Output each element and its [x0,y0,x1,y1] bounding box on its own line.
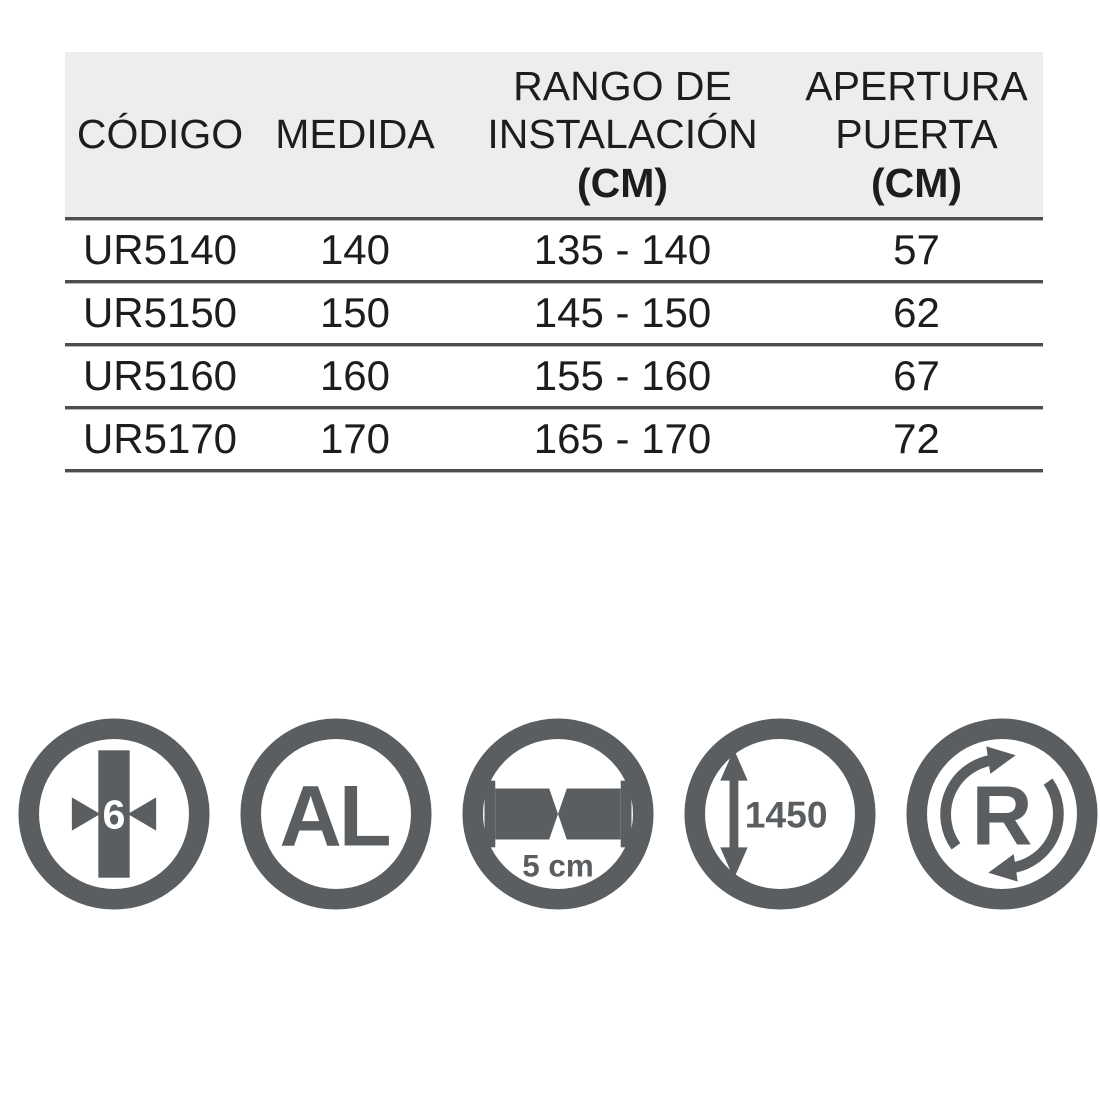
cell-rango: 165 - 170 [455,409,790,472]
cell-codigo: UR5140 [65,220,255,283]
cell-codigo: UR5170 [65,409,255,472]
column-header-label: MEDIDA [275,111,435,158]
reversible-icon [904,716,1100,912]
header-row [65,52,1043,220]
cell-codigo: UR5160 [65,346,255,409]
cell-medida: 140 [255,220,455,283]
cell-apertura: 67 [790,346,1043,409]
feature-icons-row [16,716,1100,912]
cell-codigo: UR5150 [65,283,255,346]
svg-text:AL: AL [279,768,389,865]
table-row [65,220,1043,283]
adjustment-range-icon [460,716,656,912]
column-header-rango-instalacion: RANGO DE INSTALACIÓN (CM) [455,52,790,220]
cell-apertura: 57 [790,220,1043,283]
table-row [65,283,1043,346]
height-icon [682,716,878,912]
table-row [65,346,1043,409]
cell-apertura: 72 [790,409,1043,472]
cell-medida: 160 [255,346,455,409]
column-header-apertura-puerta: APERTURA PUERTA (CM) [790,52,1043,220]
aluminum-icon [238,716,434,912]
column-header-codigo [65,52,255,220]
cell-medida: 170 [255,409,455,472]
cell-apertura: 62 [790,283,1043,346]
spec-table [65,52,1043,472]
cell-rango: 135 - 140 [455,220,790,283]
svg-text:R: R [971,768,1033,863]
table-row [65,409,1043,472]
column-header-label: APERTURA [805,62,1028,109]
column-header-label: CÓDIGO [76,111,244,158]
svg-text:5 cm: 5 cm [522,848,594,884]
column-header-medida [255,52,455,220]
cell-rango: 155 - 160 [455,346,790,409]
svg-text:6: 6 [102,791,126,838]
glass-thickness-icon [16,716,212,912]
cell-rango: 145 - 150 [455,283,790,346]
column-header-label: RANGO DE [513,62,732,109]
cell-medida: 150 [255,283,455,346]
svg-text:1450: 1450 [744,793,828,836]
